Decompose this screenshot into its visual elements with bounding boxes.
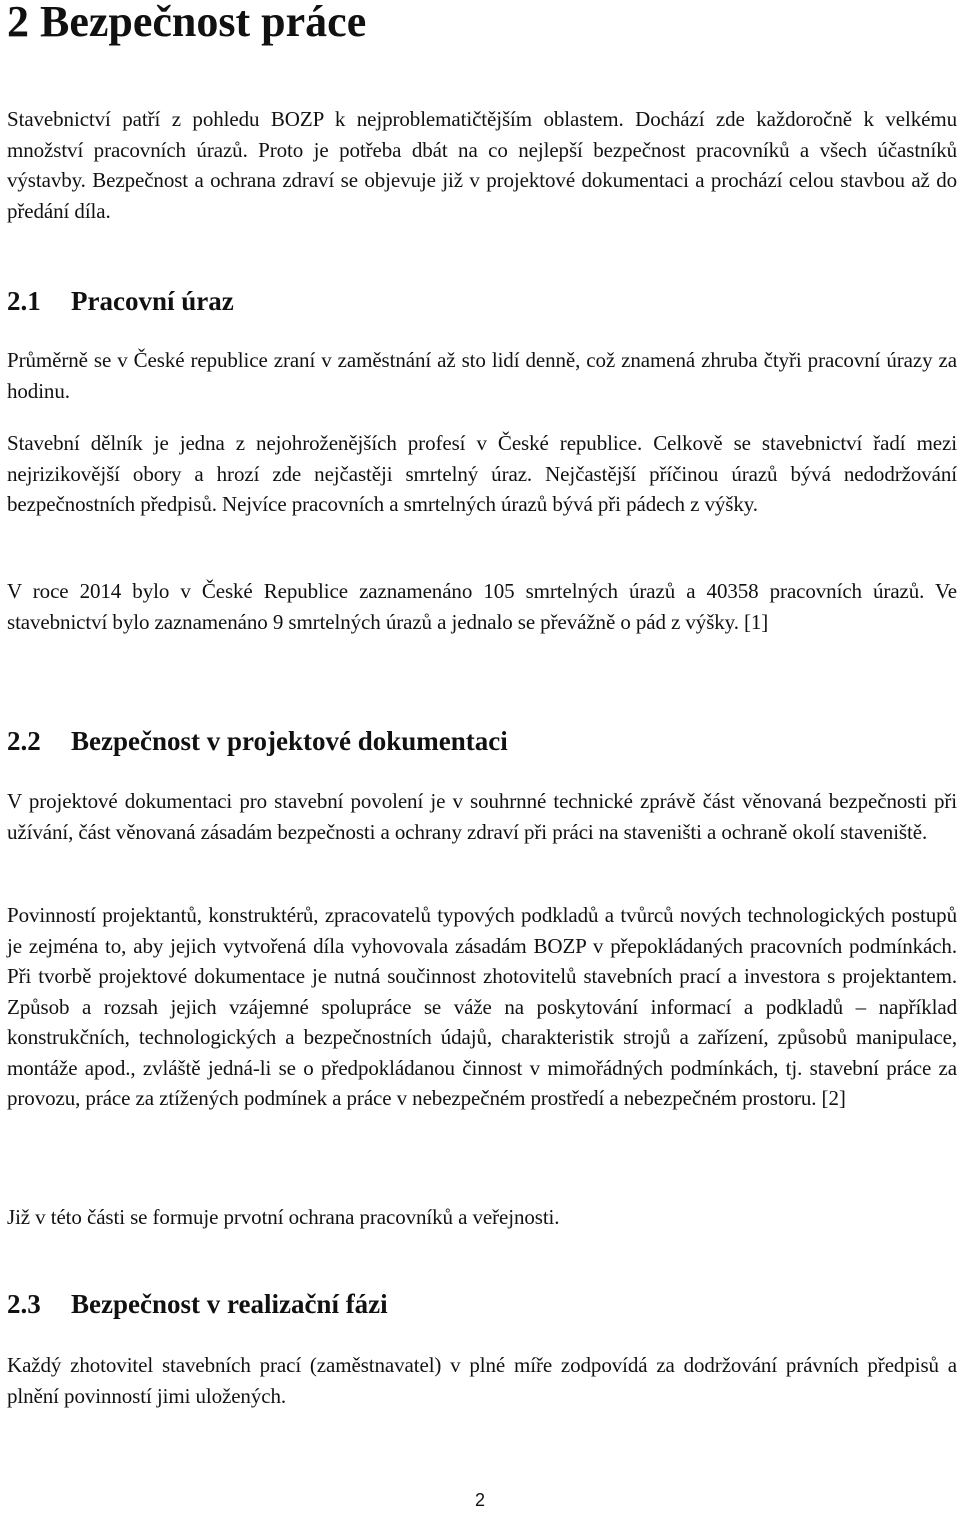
chapter-number: 2	[7, 0, 29, 46]
paragraph: Stavební dělník je jedna z nejohroženějších profesí v České republice. Celkově se stavebnictví řadí mezi nejrizikovější obory a hrozí zde nejčastěji smrtelný úraz. Nejčastější příčinou úrazů bývá nedodržování bezpečnostních předpisů. Nejvíce pracovních a smrtelných úrazů bývá při pádech z výšky.	[7, 431, 957, 516]
intro-paragraph: Stavebnictví patří z pohledu BOZP k nejproblematičtějším oblastem. Dochází zde každoročně k velkému množství pracovních úrazů. Proto je potřeba dbát na co nejlepší bezpečnost pracovníků a všech účastníků výstavby. Bezpečnost a ochrana zdraví se objevuje již v projektové dokumentaci a prochází celou stavbou až do předání díla.	[7, 107, 957, 223]
paragraph: Povinností projektantů, konstruktérů, zpracovatelů typových podkladů a tvůrců nových technologických postupů je zejména to, aby jejich vytvořená díla vyhovovala zásadám BOZP v přepokládaných pracovních podmínkách. Při tvorbě projektové dokumentace je nutná součinnost zhotovitelů stavebních prací a investora s projektantem. Způsob a rozsah jejich vzájemné spolupráce se váže na poskytování informací a podkladů – například konstrukčních, technologických a bezpečnostních údajů, charakteristik strojů a zařízení, způsobů manipulace, montáže apod., zvláště jedná-li se o předpokládanou činnost v mimořádných podmínkách, tj. stavební práce za provozu, práce za ztížených podmínek a práce v nebezpečném prostředí a nebezpečném prostoru. [2]	[7, 903, 957, 1110]
section-heading-2-2	[7, 725, 957, 757]
section-heading-2-1	[7, 285, 957, 317]
chapter-title-text: Bezpečnost práce	[40, 0, 367, 46]
section-title: Bezpečnost v realizační fázi	[71, 1289, 388, 1319]
paragraph: Již v této části se formuje prvotní ochrana pracovníků a veřejnosti.	[7, 1205, 560, 1229]
section-heading-2-3	[7, 1288, 957, 1320]
page-number: 2	[474, 1490, 485, 1510]
section-number: 2.2	[7, 726, 41, 756]
paragraph: Každý zhotovitel stavebních prací (zaměstnavatel) v plné míře zodpovídá za dodržování právních předpisů a plnění povinností jimi uložených.	[7, 1353, 957, 1408]
paragraph: Průměrně se v České republice zraní v zaměstnání až sto lidí denně, což znamená zhruba čtyři pracovní úrazy za hodinu.	[7, 348, 957, 403]
section-number: 2.3	[7, 1289, 41, 1319]
section-number: 2.1	[7, 286, 41, 316]
section-title: Pracovní úraz	[71, 286, 234, 316]
paragraph: V projektové dokumentaci pro stavební povolení je v souhrnné technické zprávě část věnovaná bezpečnosti při užívání, část věnovaná zásadám bezpečnosti a ochrany zdraví při práci na staveništi a ochraně okolí staveniště.	[7, 789, 957, 844]
section-title: Bezpečnost v projektové dokumentaci	[71, 726, 508, 756]
chapter-title	[7, 0, 957, 50]
paragraph: V roce 2014 bylo v České Republice zaznamenáno 105 smrtelných úrazů a 40358 pracovních úrazů. Ve stavebnictví bylo zaznamenáno 9 smrtelných úrazů a jednalo se převážně o pád z výšky. [1]	[7, 579, 957, 634]
